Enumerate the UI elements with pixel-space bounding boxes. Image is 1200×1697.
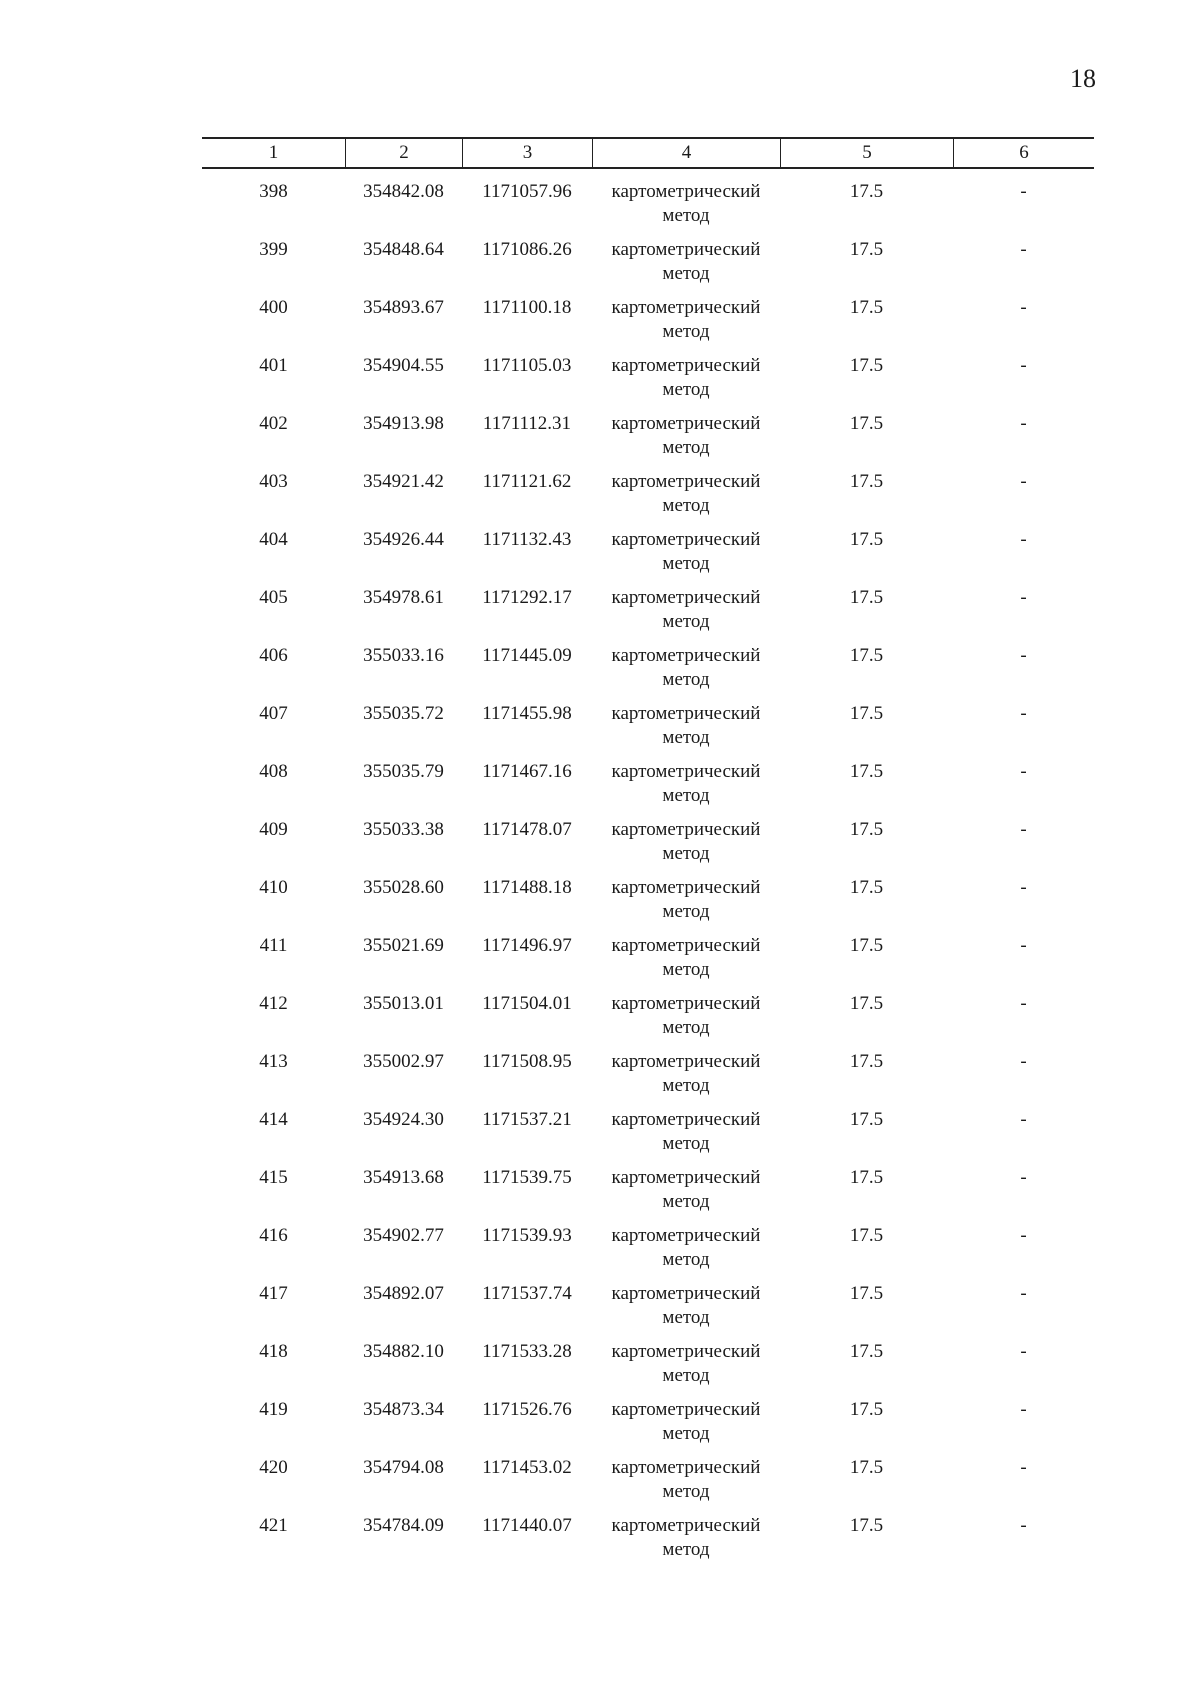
- point-number-cell: 400: [259, 297, 288, 318]
- method-line-1: картометрический: [611, 355, 761, 376]
- header-col-6: 6: [953, 139, 1094, 167]
- table-row: [202, 412, 1094, 470]
- method-line-2: метод: [662, 379, 710, 400]
- method-cell: [592, 1166, 780, 1224]
- precision-cell: 17.5: [849, 993, 884, 1014]
- y-coordinate-cell: 1171132.43: [482, 529, 572, 550]
- table-row: [202, 1282, 1094, 1340]
- x-coordinate-cell: 354892.07: [363, 1283, 444, 1304]
- precision-cell: 17.5: [849, 529, 884, 550]
- table-row: [202, 702, 1094, 760]
- y-coordinate-cell: 1171496.97: [482, 935, 572, 956]
- x-coordinate-cell: 354842.08: [363, 181, 444, 202]
- y-coordinate-cell: 1171539.93: [482, 1225, 572, 1246]
- y-coordinate-cell: 1171440.07: [482, 1515, 572, 1536]
- method-cell: [592, 470, 780, 528]
- point-number-cell: 401: [259, 355, 288, 376]
- point-number-cell: 413: [259, 1051, 288, 1072]
- y-coordinate-cell: 1171533.28: [482, 1341, 572, 1362]
- precision-cell: 17.5: [849, 1051, 884, 1072]
- x-coordinate-cell: 355021.69: [363, 935, 444, 956]
- y-coordinate-cell: 1171504.01: [482, 993, 572, 1014]
- y-coordinate-cell: 1171057.96: [482, 181, 572, 202]
- point-number-cell: 410: [259, 877, 288, 898]
- description-cell: -: [1020, 703, 1027, 724]
- y-coordinate-cell: 1171537.74: [482, 1283, 572, 1304]
- header-col-5: 5: [780, 139, 953, 167]
- method-line-2: метод: [662, 263, 710, 284]
- description-cell: -: [1020, 297, 1027, 318]
- table-row: [202, 818, 1094, 876]
- point-number-cell: 403: [259, 471, 288, 492]
- table-row: [202, 992, 1094, 1050]
- description-cell: -: [1020, 645, 1027, 666]
- y-coordinate-cell: 1171478.07: [482, 819, 572, 840]
- method-line-1: картометрический: [611, 1341, 761, 1362]
- method-line-1: картометрический: [611, 1283, 761, 1304]
- method-line-2: метод: [662, 1133, 710, 1154]
- y-coordinate-cell: 1171537.21: [482, 1109, 572, 1130]
- x-coordinate-cell: 355033.38: [363, 819, 444, 840]
- table-row: [202, 1224, 1094, 1282]
- header-col-1: 1: [268, 142, 279, 163]
- method-cell: [592, 992, 780, 1050]
- table-row: [202, 528, 1094, 586]
- description-cell: -: [1020, 1457, 1027, 1478]
- precision-cell: 17.5: [849, 1109, 884, 1130]
- point-number-cell: 398: [259, 181, 288, 202]
- table-row: [202, 1398, 1094, 1456]
- method-cell: [592, 702, 780, 760]
- method-line-2: метод: [662, 1481, 710, 1502]
- description-cell: -: [1020, 993, 1027, 1014]
- x-coordinate-cell: 354978.61: [363, 587, 444, 608]
- table-row: [202, 296, 1094, 354]
- point-number-cell: 406: [259, 645, 288, 666]
- method-cell: [592, 296, 780, 354]
- table-header: [202, 137, 1094, 169]
- method-line-2: метод: [662, 321, 710, 342]
- method-cell: [592, 238, 780, 296]
- x-coordinate-cell: 354794.08: [363, 1457, 444, 1478]
- method-line-1: картометрический: [611, 645, 761, 666]
- method-line-1: картометрический: [611, 471, 761, 492]
- method-line-2: метод: [662, 843, 710, 864]
- table-row: [202, 238, 1094, 296]
- page-number: 18: [1070, 64, 1096, 93]
- method-line-1: картометрический: [611, 761, 761, 782]
- method-line-1: картометрический: [611, 1225, 761, 1246]
- method-line-1: картометрический: [611, 993, 761, 1014]
- point-number-cell: 420: [259, 1457, 288, 1478]
- method-cell: [592, 354, 780, 412]
- point-number-cell: 405: [259, 587, 288, 608]
- method-cell: [592, 818, 780, 876]
- method-line-2: метод: [662, 1539, 710, 1560]
- point-number-cell: 421: [259, 1515, 288, 1536]
- method-line-2: метод: [662, 727, 710, 748]
- y-coordinate-cell: 1171445.09: [482, 645, 572, 666]
- method-cell: [592, 1456, 780, 1514]
- method-line-2: метод: [662, 205, 710, 226]
- description-cell: -: [1020, 819, 1027, 840]
- table-row: [202, 934, 1094, 992]
- method-line-1: картометрический: [611, 935, 761, 956]
- method-line-1: картометрический: [611, 413, 761, 434]
- precision-cell: 17.5: [849, 297, 884, 318]
- point-number-cell: 402: [259, 413, 288, 434]
- y-coordinate-cell: 1171453.02: [482, 1457, 572, 1478]
- x-coordinate-cell: 354913.68: [363, 1167, 444, 1188]
- description-cell: -: [1020, 181, 1027, 202]
- method-line-1: картометрический: [611, 703, 761, 724]
- point-number-cell: 414: [259, 1109, 288, 1130]
- method-line-1: картометрический: [611, 1051, 761, 1072]
- y-coordinate-cell: 1171100.18: [482, 297, 572, 318]
- table-row: [202, 470, 1094, 528]
- precision-cell: 17.5: [849, 703, 884, 724]
- method-line-2: метод: [662, 1075, 710, 1096]
- precision-cell: 17.5: [849, 1515, 884, 1536]
- x-coordinate-cell: 355002.97: [363, 1051, 444, 1072]
- precision-cell: 17.5: [849, 355, 884, 376]
- description-cell: -: [1020, 587, 1027, 608]
- precision-cell: 17.5: [849, 1457, 884, 1478]
- point-number-cell: 411: [259, 935, 288, 956]
- table-row: [202, 1514, 1094, 1572]
- method-cell: [592, 1398, 780, 1456]
- description-cell: -: [1020, 1341, 1027, 1362]
- x-coordinate-cell: 354921.42: [363, 471, 444, 492]
- precision-cell: 17.5: [849, 1225, 884, 1246]
- point-number-cell: 417: [259, 1283, 288, 1304]
- method-line-1: картометрический: [611, 297, 761, 318]
- x-coordinate-cell: 354904.55: [363, 355, 444, 376]
- x-coordinate-cell: 354873.34: [363, 1399, 444, 1420]
- description-cell: -: [1020, 239, 1027, 260]
- precision-cell: 17.5: [849, 239, 884, 260]
- method-cell: [592, 412, 780, 470]
- table-row: [202, 760, 1094, 818]
- method-cell: [592, 1282, 780, 1340]
- y-coordinate-cell: 1171455.98: [482, 703, 572, 724]
- y-coordinate-cell: 1171526.76: [482, 1399, 572, 1420]
- precision-cell: 17.5: [849, 1399, 884, 1420]
- method-line-2: метод: [662, 495, 710, 516]
- method-line-1: картометрический: [611, 1515, 761, 1536]
- precision-cell: 17.5: [849, 935, 884, 956]
- point-number-cell: 412: [259, 993, 288, 1014]
- method-line-1: картометрический: [611, 1457, 761, 1478]
- point-number-cell: 416: [259, 1225, 288, 1246]
- method-line-1: картометрический: [611, 1167, 761, 1188]
- precision-cell: 17.5: [849, 761, 884, 782]
- precision-cell: 17.5: [849, 587, 884, 608]
- description-cell: -: [1020, 1051, 1027, 1072]
- table-body: [202, 180, 1094, 1572]
- description-cell: -: [1020, 935, 1027, 956]
- precision-cell: 17.5: [849, 1341, 884, 1362]
- precision-cell: 17.5: [849, 181, 884, 202]
- method-cell: [592, 934, 780, 992]
- method-line-1: картометрический: [611, 1399, 761, 1420]
- point-number-cell: 408: [259, 761, 288, 782]
- x-coordinate-cell: 355035.79: [363, 761, 444, 782]
- precision-cell: 17.5: [849, 819, 884, 840]
- method-line-1: картометрический: [611, 877, 761, 898]
- method-line-2: метод: [662, 1017, 710, 1038]
- y-coordinate-cell: 1171112.31: [482, 413, 572, 434]
- header-col-2: 2: [345, 139, 462, 167]
- description-cell: -: [1020, 413, 1027, 434]
- description-cell: -: [1020, 1515, 1027, 1536]
- method-cell: [592, 1224, 780, 1282]
- precision-cell: 17.5: [849, 877, 884, 898]
- method-cell: [592, 876, 780, 934]
- table-row: [202, 586, 1094, 644]
- precision-cell: 17.5: [849, 645, 884, 666]
- table-row: [202, 180, 1094, 238]
- method-line-2: метод: [662, 1249, 710, 1270]
- method-line-2: метод: [662, 437, 710, 458]
- description-cell: -: [1020, 355, 1027, 376]
- method-cell: [592, 644, 780, 702]
- table-row: [202, 876, 1094, 934]
- method-line-1: картометрический: [611, 529, 761, 550]
- method-line-1: картометрический: [611, 181, 761, 202]
- description-cell: -: [1020, 1167, 1027, 1188]
- method-line-2: метод: [662, 959, 710, 980]
- point-number-cell: 415: [259, 1167, 288, 1188]
- x-coordinate-cell: 355035.72: [363, 703, 444, 724]
- x-coordinate-cell: 355013.01: [363, 993, 444, 1014]
- y-coordinate-cell: 1171467.16: [482, 761, 572, 782]
- x-coordinate-cell: 354882.10: [363, 1341, 444, 1362]
- table-row: [202, 1108, 1094, 1166]
- x-coordinate-cell: 354926.44: [363, 529, 444, 550]
- method-line-2: метод: [662, 553, 710, 574]
- point-number-cell: 404: [259, 529, 288, 550]
- method-cell: [592, 586, 780, 644]
- table-row: [202, 1166, 1094, 1224]
- y-coordinate-cell: 1171508.95: [482, 1051, 572, 1072]
- method-cell: [592, 528, 780, 586]
- description-cell: -: [1020, 1225, 1027, 1246]
- table-row: [202, 1340, 1094, 1398]
- point-number-cell: 407: [259, 703, 288, 724]
- precision-cell: 17.5: [849, 471, 884, 492]
- header-col-3: 3: [462, 139, 592, 167]
- method-cell: [592, 1514, 780, 1572]
- description-cell: -: [1020, 1399, 1027, 1420]
- method-cell: [592, 1050, 780, 1108]
- point-number-cell: 399: [259, 239, 288, 260]
- method-line-1: картометрический: [611, 819, 761, 840]
- description-cell: -: [1020, 1109, 1027, 1130]
- table-row: [202, 1050, 1094, 1108]
- method-line-2: метод: [662, 1365, 710, 1386]
- method-line-2: метод: [662, 785, 710, 806]
- method-line-2: метод: [662, 901, 710, 922]
- table-row: [202, 1456, 1094, 1514]
- y-coordinate-cell: 1171105.03: [482, 355, 572, 376]
- x-coordinate-cell: 355028.60: [363, 877, 444, 898]
- description-cell: -: [1020, 877, 1027, 898]
- x-coordinate-cell: 354913.98: [363, 413, 444, 434]
- description-cell: -: [1020, 1283, 1027, 1304]
- method-line-2: метод: [662, 1423, 710, 1444]
- y-coordinate-cell: 1171292.17: [482, 587, 572, 608]
- description-cell: -: [1020, 471, 1027, 492]
- y-coordinate-cell: 1171539.75: [482, 1167, 572, 1188]
- method-cell: [592, 1340, 780, 1398]
- x-coordinate-cell: 354784.09: [363, 1515, 444, 1536]
- x-coordinate-cell: 354902.77: [363, 1225, 444, 1246]
- precision-cell: 17.5: [849, 1283, 884, 1304]
- method-line-1: картометрический: [611, 587, 761, 608]
- method-line-2: метод: [662, 1307, 710, 1328]
- y-coordinate-cell: 1171488.18: [482, 877, 572, 898]
- method-cell: [592, 1108, 780, 1166]
- method-line-2: метод: [662, 1191, 710, 1212]
- precision-cell: 17.5: [849, 413, 884, 434]
- method-line-2: метод: [662, 611, 710, 632]
- table-row: [202, 354, 1094, 412]
- point-number-cell: 419: [259, 1399, 288, 1420]
- point-number-cell: 418: [259, 1341, 288, 1362]
- method-line-1: картометрический: [611, 1109, 761, 1130]
- table-row: [202, 644, 1094, 702]
- x-coordinate-cell: 354924.30: [363, 1109, 444, 1130]
- method-cell: [592, 180, 780, 238]
- point-number-cell: 409: [259, 819, 288, 840]
- y-coordinate-cell: 1171086.26: [482, 239, 572, 260]
- method-cell: [592, 760, 780, 818]
- x-coordinate-cell: 354893.67: [363, 297, 444, 318]
- x-coordinate-cell: 354848.64: [363, 239, 444, 260]
- x-coordinate-cell: 355033.16: [363, 645, 444, 666]
- header-col-4: 4: [592, 139, 780, 167]
- y-coordinate-cell: 1171121.62: [482, 471, 572, 492]
- description-cell: -: [1020, 529, 1027, 550]
- method-line-1: картометрический: [611, 239, 761, 260]
- method-line-2: метод: [662, 669, 710, 690]
- description-cell: -: [1020, 761, 1027, 782]
- precision-cell: 17.5: [849, 1167, 884, 1188]
